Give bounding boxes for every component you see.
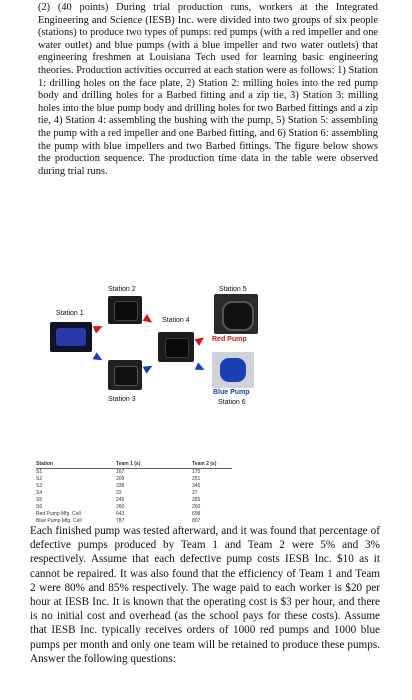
table-cell: S5 [36,497,43,503]
table-cell: 175 [192,469,201,475]
production-time-table [36,461,232,525]
table-header: Team 1 (s) [116,461,192,469]
table-cell: S3 [36,483,43,489]
table-cell: 338 [116,483,125,489]
station-3-label: Station 3 [108,396,136,403]
table-header: Station [36,461,116,469]
table-row [36,511,232,518]
station-5-photo [214,294,258,334]
blue-pump-label: Blue Pump [213,389,250,396]
table-cell: 643 [116,511,125,517]
problem-statement: (2) (40 points) During trial production runs, workers at the Integrated Engineering and Science (IESB) Inc. were divided into two groups of six people (stations) to produce two types of pumps: red pumps (with a red impeller and one water outlet) and blue pumps (with a blue impeller and two water outlets) that engineering freshmen at Louisiana Tech used for learning basic engineering theories. Production activities occurred at each station were as follows: 1) Station 1: drilling holes on the face plate, 2) Station 2: milling holes into the red pump body and drilling holes for a Barbed fitting and a zip tie, 3) Station 3: milling holes into the blue pump body and drilling holes for two Barbed fittings and a zip tie, 4) Station 4: assembling the bushing with the pump, 5) Station 5: assembling the pump with a red impeller and one Barbed fitting, and 6) Station 6: assembling the pump with blue impellers and two Barbed fittings. The figure below shows the production sequence. The production time data in the table were observed during trial runs. [38,2,378,177]
station-4-label: Station 4 [162,317,190,324]
table-cell: 260 [116,504,125,510]
table-cell: Red Pump Mfg. Cell [36,511,81,517]
arrow-red-to-station-4-icon [143,314,155,326]
table-cell: S1 [36,469,43,475]
station-4-photo [158,332,194,362]
table-cell: 209 [116,476,125,482]
table-cell: 251 [192,476,201,482]
table-cell: S2 [36,476,43,482]
table-cell: 260 [192,504,201,510]
table-cell: S6 [36,504,43,510]
table-row [36,469,232,477]
table-row [36,497,232,504]
arrow-red-to-station-2-icon [93,322,105,333]
station-1-photo [50,322,92,352]
station-1-label: Station 1 [56,310,84,317]
table-row [36,490,232,497]
station-6-label: Station 6 [218,399,246,406]
arrow-blue-to-station-3-icon [93,352,105,363]
table-header: Team 2 (s) [192,461,232,469]
table-row [36,504,232,511]
table-row [36,483,232,490]
station-6-photo [212,352,254,388]
red-pump-label: Red Pump [212,336,247,343]
arrow-blue-to-station-4-icon [143,362,155,373]
station-5-label: Station 5 [219,286,247,293]
table-row [36,476,232,483]
table-cell: Blue Pump Mfg. Cell [36,518,82,524]
table-cell: 345 [192,483,201,489]
table-cell: 27 [192,490,198,496]
arrow-blue-to-station-6-icon [195,362,207,373]
table-cell: 698 [192,511,201,517]
table-cell: S4 [36,490,43,496]
production-sequence-figure [36,280,266,420]
table-cell: 245 [116,497,125,503]
table-cell: 787 [116,518,125,524]
table-cell: 22 [116,490,122,496]
table-cell: 265 [192,497,201,503]
table-cell: 167 [116,469,125,475]
followup-statement: Each finished pump was tested afterward, and it was found that percentage of defective pumps produced by Team 1 and Team 2 were 5% and 3% respectively. Assume that each defective pump costs IESB Inc. $10 as it cannot be repaired. It was also found that the efficiency of Team 1 and Team 2 were 80% and 85% respectively. The wage paid to each worker is $20 per hour at IESB Inc. It is known that the operating cost is $3 per hour, and there is no initial cost and overhead (as the school pays for these costs). Assume that IESB Inc. typically receives orders of 1000 red pumps and 1000 blue pumps per month and only one team will be retained to produce these pumps. Answer the following questions: [30,525,380,665]
station-2-label: Station 2 [108,286,136,293]
table-cell: 807 [192,518,201,524]
station-2-photo [108,296,142,324]
station-3-photo [108,360,142,390]
table-header-row [36,461,232,469]
arrow-red-to-station-5-icon [195,334,207,346]
